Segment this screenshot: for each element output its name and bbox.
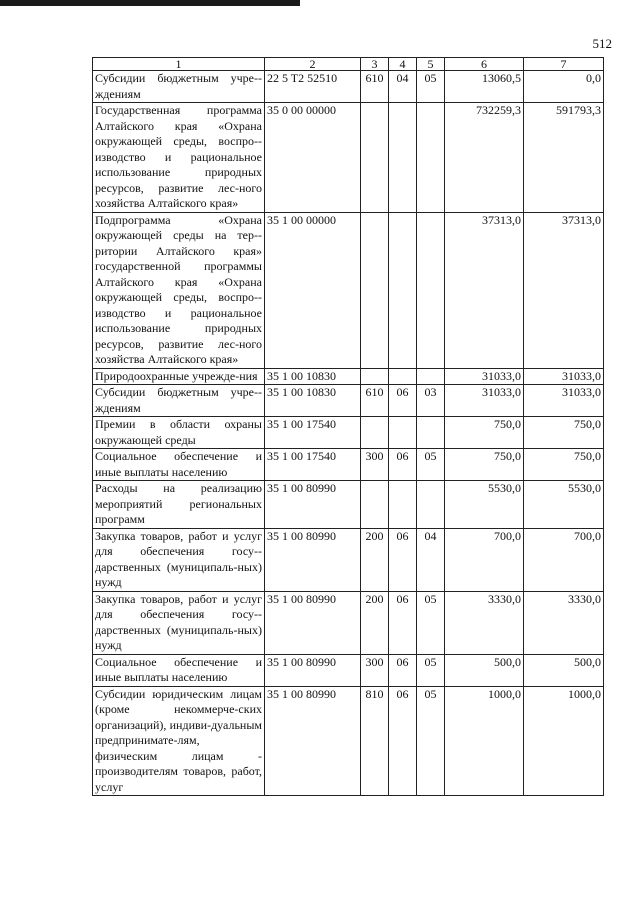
- amount-col6-cell: 500,0: [445, 654, 524, 686]
- expense-name-cell: Природоохранные учрежде-ния: [93, 368, 265, 385]
- amount-col7-cell: 591793,3: [524, 103, 604, 213]
- expense-type-cell: 300: [361, 654, 389, 686]
- section-cell: 06: [389, 591, 417, 654]
- target-code-cell: 35 1 00 80990: [265, 591, 361, 654]
- amount-col7-cell: 1000,0: [524, 686, 604, 796]
- amount-col7-cell: 750,0: [524, 449, 604, 481]
- table-row: [93, 686, 604, 796]
- target-code-cell: 35 1 00 17540: [265, 449, 361, 481]
- scan-edge-mark: [0, 0, 300, 6]
- section-cell: 06: [389, 686, 417, 796]
- target-code-cell: 35 1 00 17540: [265, 417, 361, 449]
- section-cell: [389, 417, 417, 449]
- subsection-cell: 05: [417, 686, 445, 796]
- expense-type-cell: [361, 103, 389, 213]
- amount-col7-cell: 500,0: [524, 654, 604, 686]
- expense-name-cell: Расходы на реализацию мероприятий региональных программ: [93, 481, 265, 529]
- subsection-cell: [417, 417, 445, 449]
- expense-name-cell: Социальное обеспечение и иные выплаты населению: [93, 449, 265, 481]
- table-row: [93, 528, 604, 591]
- expense-type-cell: 610: [361, 71, 389, 103]
- table-row: [93, 591, 604, 654]
- expense-name-cell: Закупка товаров, работ и услуг для обеспечения госу-дарственных (муниципаль-ных) нужд: [93, 528, 265, 591]
- expense-type-cell: [361, 368, 389, 385]
- target-code-cell: 35 1 00 10830: [265, 368, 361, 385]
- subsection-cell: [417, 481, 445, 529]
- header-cell: 6: [445, 58, 524, 71]
- section-cell: 04: [389, 71, 417, 103]
- subsection-cell: 05: [417, 591, 445, 654]
- target-code-cell: 35 1 00 80990: [265, 528, 361, 591]
- table-row: [93, 449, 604, 481]
- expense-type-cell: [361, 212, 389, 368]
- table-row: [93, 385, 604, 417]
- subsection-cell: [417, 212, 445, 368]
- table-row: [93, 654, 604, 686]
- amount-col7-cell: 700,0: [524, 528, 604, 591]
- expense-type-cell: 200: [361, 528, 389, 591]
- amount-col6-cell: 5530,0: [445, 481, 524, 529]
- target-code-cell: 35 1 00 80990: [265, 686, 361, 796]
- table-row: [93, 103, 604, 213]
- subsection-cell: [417, 103, 445, 213]
- expense-name-cell: Премии в области охраны окружающей среды: [93, 417, 265, 449]
- amount-col7-cell: 37313,0: [524, 212, 604, 368]
- amount-col7-cell: 750,0: [524, 417, 604, 449]
- amount-col6-cell: 37313,0: [445, 212, 524, 368]
- expense-name-cell: Социальное обеспечение и иные выплаты населению: [93, 654, 265, 686]
- expense-type-cell: 810: [361, 686, 389, 796]
- target-code-cell: 35 1 00 80990: [265, 654, 361, 686]
- section-cell: [389, 212, 417, 368]
- page-number: 512: [592, 36, 612, 51]
- subsection-cell: 05: [417, 654, 445, 686]
- subsection-cell: [417, 368, 445, 385]
- table-row: [93, 417, 604, 449]
- table-row: [93, 71, 604, 103]
- subsection-cell: 05: [417, 449, 445, 481]
- amount-col7-cell: 0,0: [524, 71, 604, 103]
- section-cell: [389, 368, 417, 385]
- header-cell: 3: [361, 58, 389, 71]
- subsection-cell: 04: [417, 528, 445, 591]
- amount-col6-cell: 3330,0: [445, 591, 524, 654]
- target-code-cell: 35 1 00 80990: [265, 481, 361, 529]
- target-code-cell: 35 1 00 00000: [265, 212, 361, 368]
- header-cell: 4: [389, 58, 417, 71]
- expense-name-cell: Подпрограмма «Охрана окружающей среды на тер-ритории Алтайского края» государственной программы Алтайского края «Охрана окружающей среды, воспро-изводство и рациональное использование природных ресурсов, развитие лес-ного хозяйства Алтайского края»: [93, 212, 265, 368]
- section-cell: [389, 103, 417, 213]
- table-row: [93, 368, 604, 385]
- section-cell: [389, 481, 417, 529]
- section-cell: 06: [389, 385, 417, 417]
- amount-col6-cell: 732259,3: [445, 103, 524, 213]
- amount-col7-cell: 5530,0: [524, 481, 604, 529]
- expense-name-cell: Субсидии юридическим лицам (кроме некоммерче-ских организаций), индиви-дуальным предпринимате-лям, физическим лицам - производителям товаров, работ, услуг: [93, 686, 265, 796]
- expense-type-cell: 610: [361, 385, 389, 417]
- expense-type-cell: [361, 481, 389, 529]
- table-row: [93, 481, 604, 529]
- amount-col6-cell: 700,0: [445, 528, 524, 591]
- amount-col6-cell: 1000,0: [445, 686, 524, 796]
- section-cell: 06: [389, 528, 417, 591]
- target-code-cell: 35 0 00 00000: [265, 103, 361, 213]
- expense-name-cell: Закупка товаров, работ и услуг для обеспечения госу-дарственных (муниципаль-ных) нужд: [93, 591, 265, 654]
- target-code-cell: 35 1 00 10830: [265, 385, 361, 417]
- section-cell: 06: [389, 449, 417, 481]
- expense-name-cell: Субсидии бюджетным учре-ждениям: [93, 71, 265, 103]
- subsection-cell: 05: [417, 71, 445, 103]
- expense-name-cell: Субсидии бюджетным учре-ждениям: [93, 385, 265, 417]
- target-code-cell: 22 5 T2 52510: [265, 71, 361, 103]
- header-cell: 1: [93, 58, 265, 71]
- amount-col7-cell: 3330,0: [524, 591, 604, 654]
- amount-col6-cell: 750,0: [445, 417, 524, 449]
- expense-type-cell: 200: [361, 591, 389, 654]
- amount-col6-cell: 31033,0: [445, 385, 524, 417]
- table-row: [93, 212, 604, 368]
- section-cell: 06: [389, 654, 417, 686]
- table-header-row: [93, 58, 604, 71]
- header-cell: 2: [265, 58, 361, 71]
- amount-col6-cell: 31033,0: [445, 368, 524, 385]
- expense-type-cell: 300: [361, 449, 389, 481]
- amount-col7-cell: 31033,0: [524, 385, 604, 417]
- subsection-cell: 03: [417, 385, 445, 417]
- amount-col6-cell: 13060,5: [445, 71, 524, 103]
- expense-name-cell: Государственная программа Алтайского края «Охрана окружающей среды, воспро-изводство и рациональное использование природных ресурсов, развитие лес-ного хозяйства Алтайского края»: [93, 103, 265, 213]
- expense-type-cell: [361, 417, 389, 449]
- amount-col7-cell: 31033,0: [524, 368, 604, 385]
- amount-col6-cell: 750,0: [445, 449, 524, 481]
- header-cell: 5: [417, 58, 445, 71]
- header-cell: 7: [524, 58, 604, 71]
- budget-table: [92, 57, 604, 796]
